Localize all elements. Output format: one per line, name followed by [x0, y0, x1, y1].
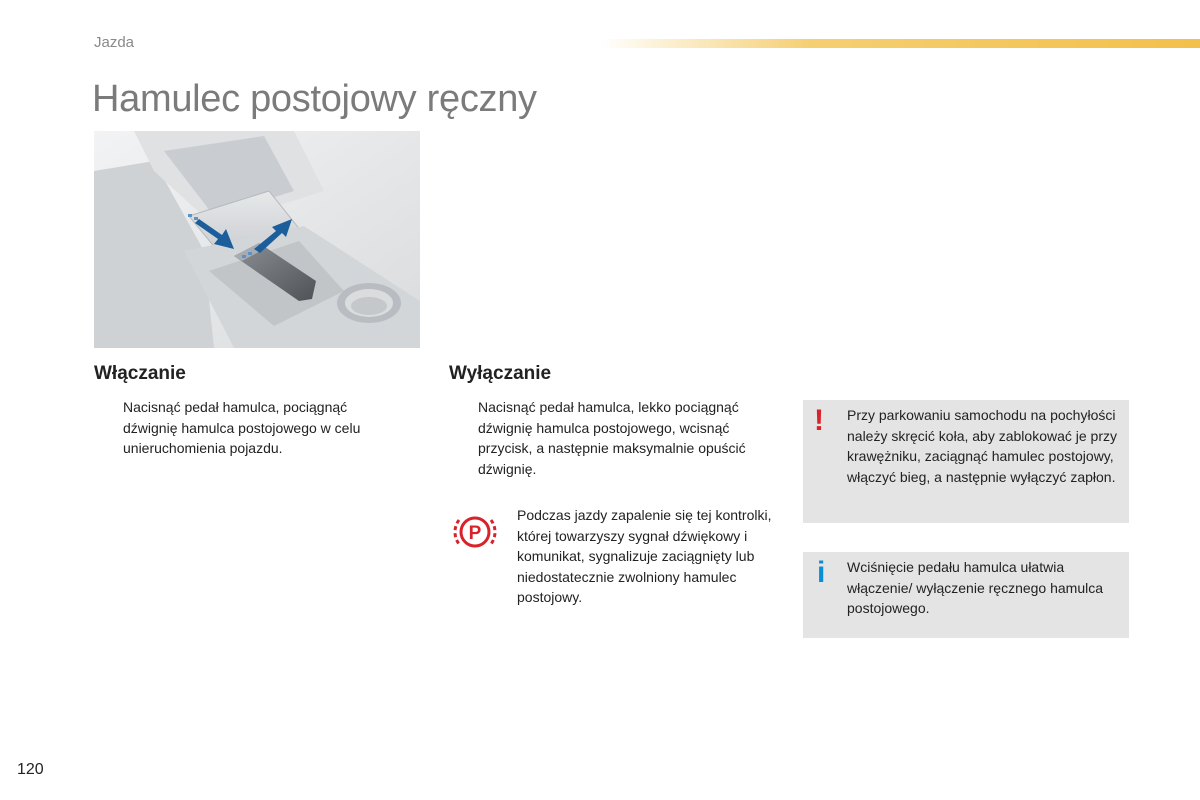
- release-instruction: Nacisnąć pedał hamulca, lekko pociągnąć dźwignię hamulca postojowego, wcisnąć przycisk, a następnie maksymalnie opuścić dźwignię.: [478, 399, 746, 477]
- engage-instruction: Nacisnąć pedał hamulca, pociągnąć dźwignię hamulca postojowego w celu unieruchomienia pojazdu.: [123, 399, 361, 456]
- section-label: Jazda: [94, 34, 135, 51]
- page-title: Hamulec postojowy ręczny: [92, 78, 537, 120]
- info-note-text: Wciśnięcie pedału hamulca ułatwia włączenie/ wyłączenie ręcznego hamulca postojowego.: [847, 559, 1104, 616]
- handbrake-illustration: [94, 131, 420, 348]
- page-number: 120: [17, 761, 44, 778]
- warning-note-text: Przy parkowaniu samochodu na pochyłości należy skręcić koła, aby zablokować je przy krawężniku, zaciągnąć hamulec postojowy, włączyć bieg, a następnie wyłączyć zapłon.: [847, 407, 1118, 485]
- warning-lamp-description: Podczas jazdy zapalenie się tej kontrolki, której towarzyszy sygnał dźwiękowy i komunikat, sygnalizuje zaciągnięty lub niedostatecznie zwolniony hamulec postojowy.: [517, 507, 772, 605]
- parking-brake-warning-icon: [450, 510, 500, 554]
- handbrake-lever-illustration: [94, 131, 420, 348]
- release-heading: Wyłączanie: [449, 363, 552, 384]
- release-bullet-item: [452, 397, 782, 479]
- header-accent-bar: [600, 39, 1200, 48]
- engage-bullet-item: [97, 397, 397, 459]
- engage-heading: Włączanie: [94, 363, 186, 384]
- info-icon: i: [817, 556, 826, 589]
- info-note: [803, 552, 1129, 638]
- warning-lamp-symbol: P: [468, 523, 482, 544]
- exclamation-icon: !: [814, 404, 824, 437]
- warning-note: [803, 400, 1129, 523]
